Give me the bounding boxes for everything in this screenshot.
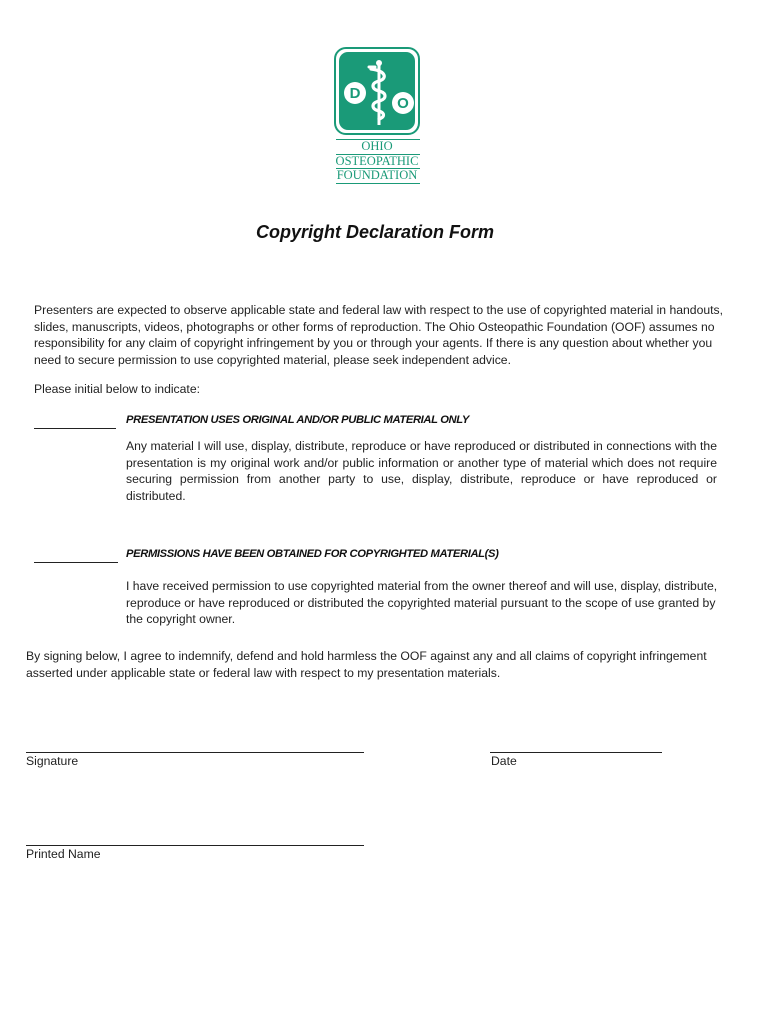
option-permissions-body: I have received permission to use copyrighted material from the owner thereof and will use, display, distribute, reproduce or have reproduced or distributed the copyrighted material pursuant to the scope of use granted by the copyright owner. [126, 579, 718, 626]
form-title: Copyright Declaration Form [255, 222, 495, 242]
agreement-paragraph: By signing below, I agree to indemnify, defend and hold harmless the OOF against any and all claims of copyright infringement asserted under applicable state or federal law with respect to my presentation materials. [26, 649, 707, 680]
oof-logo-badge [334, 47, 420, 135]
option-permissions-heading: PERMISSIONS HAVE BEEN OBTAINED FOR COPYRIGHTED MATERIAL(S) [126, 548, 499, 560]
date-line[interactable] [490, 752, 662, 753]
signature-label: Signature [26, 754, 79, 768]
logo-line-ohio: OHIO [361, 139, 393, 153]
logo-line-osteopathic: OSTEOPATHIC [335, 154, 419, 168]
option-original-body: Any material I will use, display, distribute, reproduce or have reproduced or distributed in connections with the presentation is my original work and/or public information or another type of material which does not require securing permission from another party to use, display, distribute, reproduce or have reproduced or distributed. [126, 439, 717, 503]
initial-line-original[interactable] [34, 428, 116, 429]
logo-rule-bottom [336, 183, 420, 184]
printed-name-line[interactable] [26, 845, 364, 846]
logo-letter-o: O [397, 95, 409, 112]
initial-line-permissions[interactable] [34, 562, 118, 563]
caduceus-icon [341, 53, 417, 131]
logo-badge-fill [339, 52, 415, 130]
intro-paragraph: Presenters are expected to observe applicable state and federal law with respect to the use of copyrighted material in handouts, slides, manuscripts, videos, photographs or other forms of reproduction. The Ohio Osteopathic Foundation (OOF) assumes no responsibility for any claim of copyright infringement by you or through your agents. If there is any question about whether you need to secure permission to use copyrighted material, please seek independent advice. [34, 303, 723, 367]
instruction-text: Please initial below to indicate: [34, 382, 200, 396]
logo-line-foundation: FOUNDATION [336, 168, 418, 182]
option-original-heading: PRESENTATION USES ORIGINAL AND/OR PUBLIC MATERIAL ONLY [126, 414, 470, 426]
printed-name-label: Printed Name [26, 847, 101, 861]
date-label: Date [491, 754, 517, 768]
signature-line[interactable] [26, 752, 364, 753]
logo-letter-d: D [349, 85, 361, 102]
